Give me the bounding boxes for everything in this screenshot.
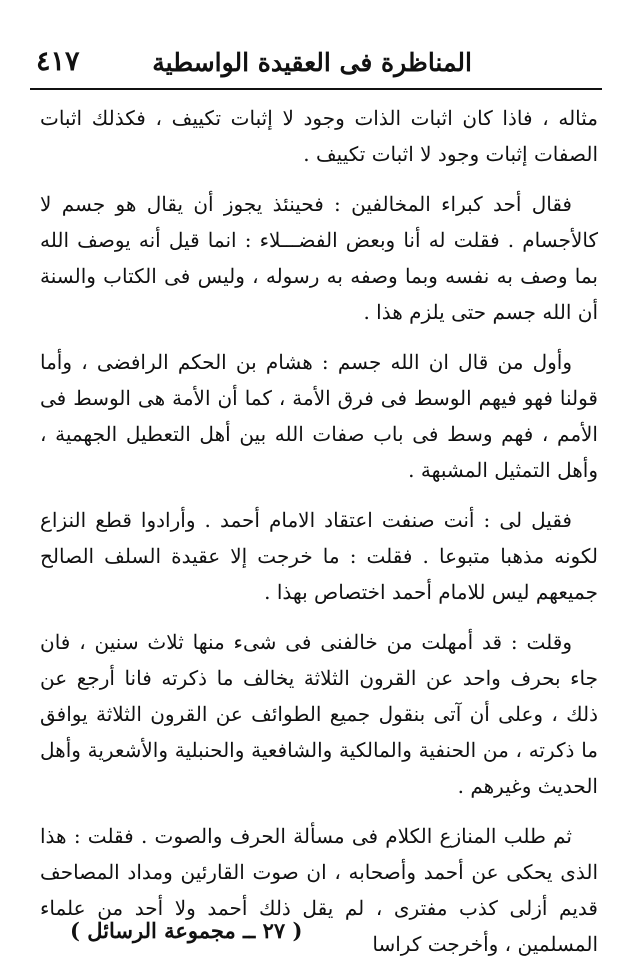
page-number: ٤١٧	[36, 46, 80, 77]
paragraph: ثم طلب المنازع الكلام فى مسألة الحرف والصوت . فقلت : هذا الذى يحكى عن أحمد وأصحابه ، ان صوت القارئين ومداد المصاحف قديم أزلى كذب مفترى ، لم يقل ذلك أحمد ولا أحد من علماء المسلمين ، وأخرجت كراسا	[40, 824, 598, 956]
signature-mark: ( ٢٧ ــ مجموعة الرسائل )	[70, 918, 303, 943]
paragraph: وأول من قال ان الله جسم : هشام بن الحكم الرافضى ، وأما قولنا فهو فيهم الوسط فى فرق الأمة ، كما أن الأمة هى الوسط فى الأمم ، فهم وسط فى باب صفات الله بين أهل التعطيل الجهمية ، وأهل التمثيل المشبهة .	[40, 350, 598, 482]
running-title: المناظرة فى العقيدة الواسطية	[152, 48, 472, 77]
paragraph: مثاله ، فاذا كان اثبات الذات وجود لا إثبات تكييف ، فكذلك اثبات الصفات إثبات وجود لا اثبات تكييف .	[40, 106, 598, 166]
body-text	[40, 100, 598, 962]
paragraph: فقيل لى : أنت صنفت اعتقاد الامام أحمد . وأرادوا قطع النزاع لكونه مذهبا متبوعا . فقلت : ما خرجت إلا عقيدة السلف الصالح جميعهم ليس للامام أحمد اختصاص بهذا .	[40, 508, 598, 604]
paragraph: وقلت : قد أمهلت من خالفنى فى شىء منها ثلاث سنين ، فان جاء بحرف واحد عن القرون الثلاثة يخالف ما ذكرته فانا أرجع عن ذلك ، وعلى أن آتى بنقول جميع الطوائف عن القرون الثلاثة يوافق ما ذكرته ، من الحنفية والمالكية والشافعية والحنبلية والأشعرية وأهل الحديث وغيرهم .	[40, 630, 598, 798]
running-header	[30, 44, 602, 90]
paragraph: فقال أحد كبراء المخالفين : فحينئذ يجوز أن يقال هو جسم لا كالأجسام . فقلت له أنا وبعض الفضـــلاء : انما قيل أنه يوصف الله بما وصف به نفسه وبما وصفه به رسوله ، وليس فى الكتاب والسنة أن الله جسم حتى يلزم هذا .	[40, 192, 598, 324]
